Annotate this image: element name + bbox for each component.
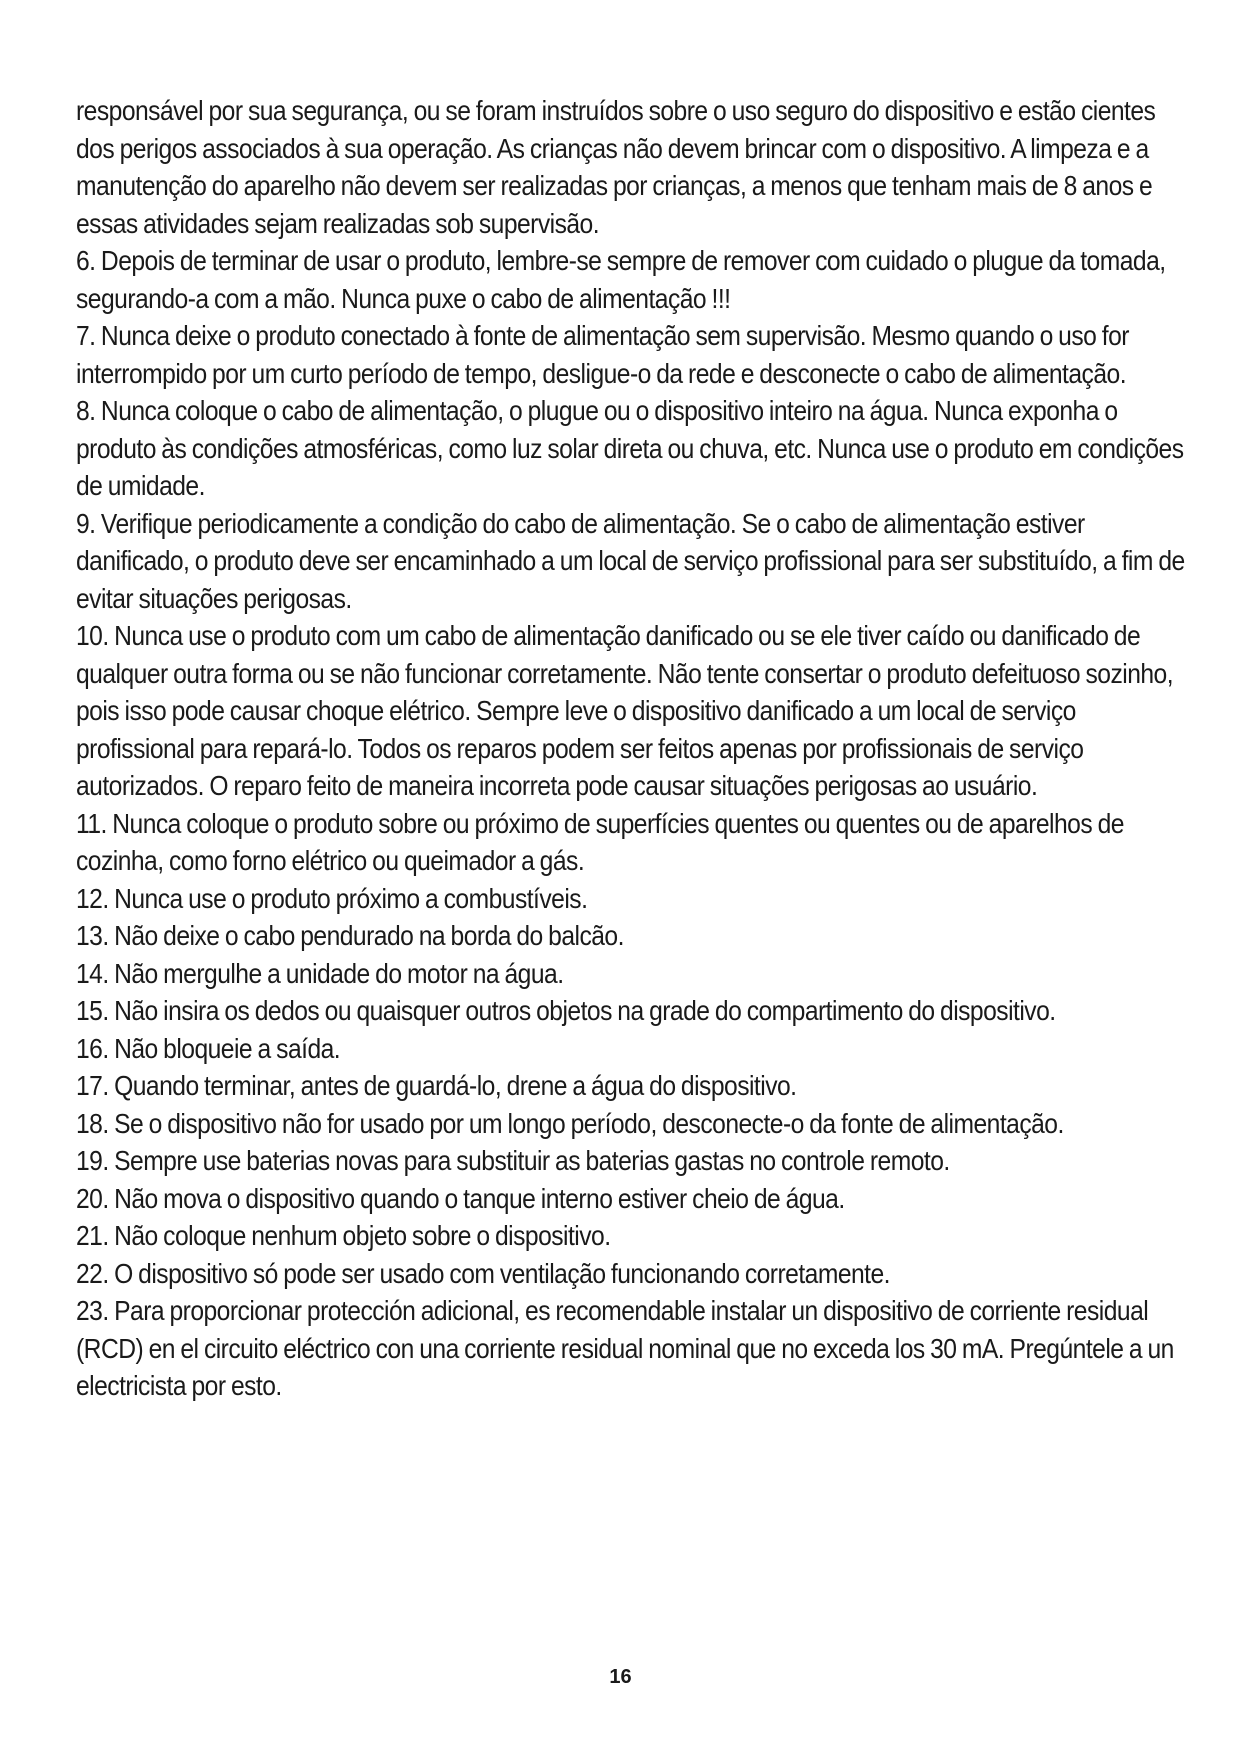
safety-item-23: 23. Para proporcionar protección adicional, es recomendable instalar un dispositivo de corriente residual (RCD) en el circuito eléctrico con una corriente residual nominal que no exceda los 30 mA. Pregúntele a un electricista por esto. <box>76 1295 1174 1401</box>
paragraph-continuation: responsável por sua segurança, ou se foram instruídos sobre o uso seguro do dispositivo e estão cientes dos perigos associados à sua operação. As crianças não devem brincar com o dispositivo. A limpeza e a manutenção do aparelho não devem ser realizadas por crianças, a menos que tenham mais de 8 anos e essas atividades sejam realizadas sob supervisão. <box>76 95 1156 239</box>
page-number: 16 <box>609 1666 632 1688</box>
safety-item-10: 10. Nunca use o produto com um cabo de alimentação danificado ou se ele tiver caído ou danificado de qualquer outra forma ou se não funcionar corretamente. Não tente consertar o produto defeituoso sozinho, pois isso pode causar choque elétrico. Sempre leve o dispositivo danificado a um local de serviço profissional para repará-lo. Todos os reparos podem ser feitos apenas por profissionais de serviço autorizados. O reparo feito de maneira incorreta pode causar situações perigosas ao usuário. <box>76 620 1174 801</box>
safety-item-11: 11. Nunca coloque o produto sobre ou próximo de superfícies quentes ou quentes ou de aparelhos de cozinha, como forno elétrico ou queimador a gás. <box>76 807 1124 876</box>
safety-item-8: 8. Nunca coloque o cabo de alimentação, o plugue ou o dispositivo inteiro na água. Nunca exponha o produto às condições atmosféricas, como luz solar direta ou chuva, etc. Nunca use o produto em condições de umidade. <box>76 395 1184 501</box>
safety-item-17: 17. Quando terminar, antes de guardá-lo, drene a água do dispositivo. <box>76 1070 797 1101</box>
safety-item-19: 19. Sempre use baterias novas para substituir as baterias gastas no controle remoto. <box>76 1145 950 1176</box>
safety-item-13: 13. Não deixe o cabo pendurado na borda do balcão. <box>76 920 624 951</box>
safety-item-18: 18. Se o dispositivo não for usado por um longo período, desconecte-o da fonte de alimentação. <box>76 1107 1064 1139</box>
safety-item-7: 7. Nunca deixe o produto conectado à fonte de alimentação sem supervisão. Mesmo quando o uso for interrompido por um curto período de tempo, desligue-o da rede e desconecte o cabo de alimentação. <box>76 320 1129 389</box>
safety-item-6: 6. Depois de terminar de usar o produto, lembre-se sempre de remover com cuidado o plugue da tomada, segurando-a com a mão. Nunca puxe o cabo de alimentação !!! <box>76 245 1166 314</box>
safety-item-14: 14. Não mergulhe a unidade do motor na água. <box>76 957 564 989</box>
safety-item-22: 22. O dispositivo só pode ser usado com ventilação funcionando corretamente. <box>76 1257 890 1289</box>
safety-item-15: 15. Não insira os dedos ou quaisquer outros objetos na grade do compartimento do dispositivo. <box>76 995 1056 1026</box>
safety-item-21: 21. Não coloque nenhum objeto sobre o dispositivo. <box>76 1220 611 1251</box>
safety-item-9: 9. Verifique periodicamente a condição do cabo de alimentação. Se o cabo de alimentação estiver danificado, o produto deve ser encaminhado a um local de serviço profissional para ser substituído, a fim de evitar situações perigosas. <box>76 507 1185 614</box>
safety-item-16: 16. Não bloqueie a saída. <box>76 1032 341 1064</box>
safety-item-20: 20. Não mova o dispositivo quando o tanque interno estiver cheio de água. <box>76 1182 845 1214</box>
safety-item-12: 12. Nunca use o produto próximo a combustíveis. <box>76 882 588 914</box>
document-body <box>76 92 1186 1405</box>
